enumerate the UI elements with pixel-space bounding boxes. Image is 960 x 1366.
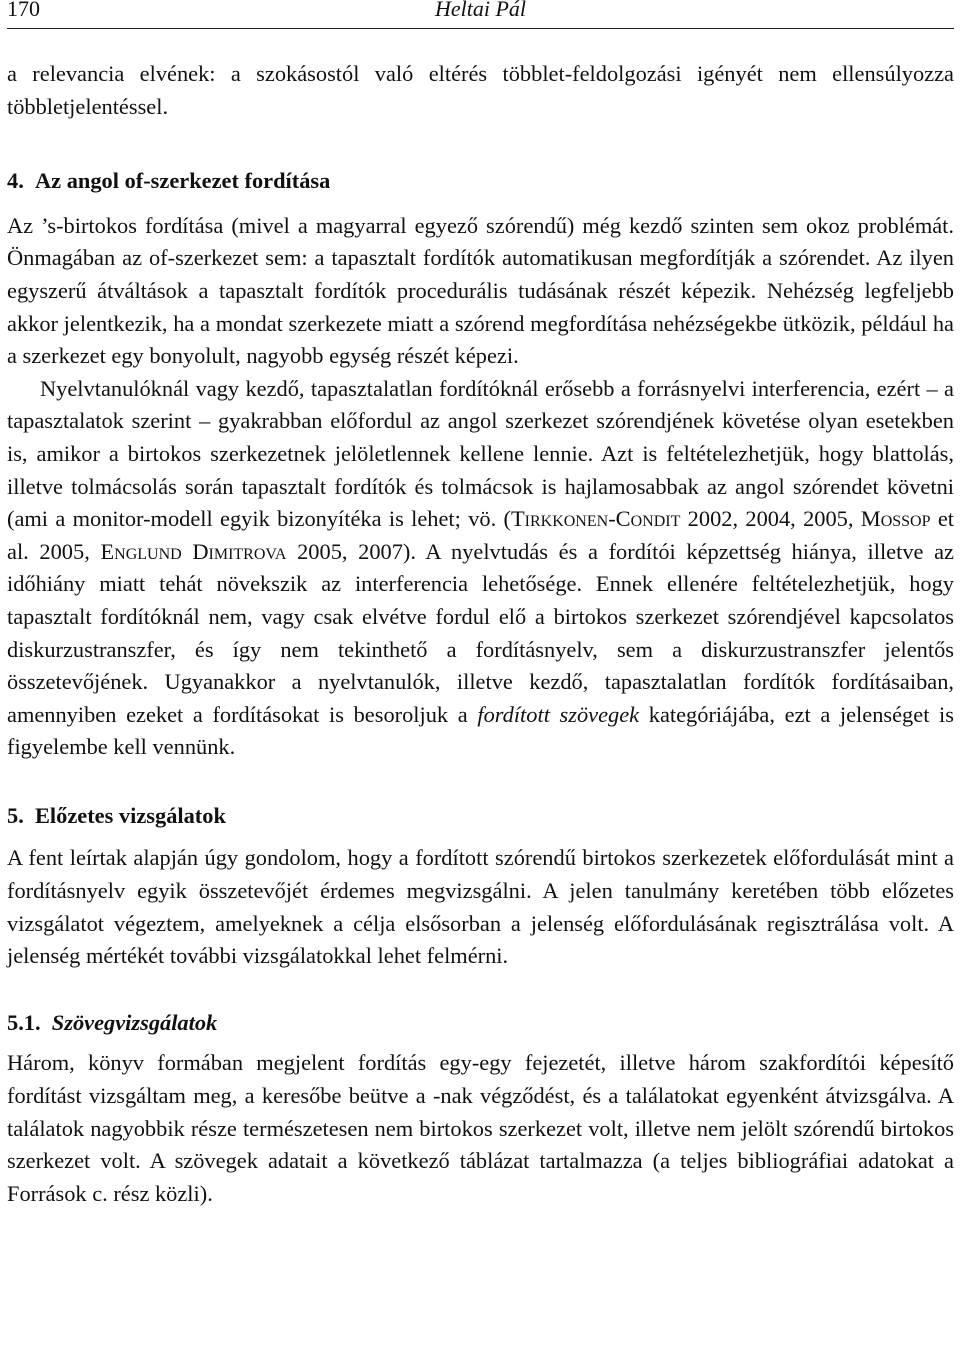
page-number: 170 xyxy=(7,0,40,21)
text-run: 2005, 2007). A nyelvtudás és a fordítói képzettség hiánya, illetve az időhiány miatt tehát növekszik az interferencia lehetősége. Ennek ellenére feltételezhetjük, hogy tapasztalt fordítóknál nem, vagy csak elvétve fordul elő a birtokos szerkezet szórendjével kapcsolatos diskurzustranszfer, és így nem tekinthető a fordításnyelv, sem a diskurzustranszfer jelentős összetevőjének. Ugyanakkor a nyelvtanulók, illetve kezdő, tapasztalatlan fordítók fordításaiban, amennyiben ezeket a fordításokat is besoroljuk a xyxy=(7,538,954,727)
citation-author: Tirkkonen-Condit xyxy=(510,506,681,532)
running-header xyxy=(7,0,954,29)
section-title: Előzetes vizsgálatok xyxy=(35,802,226,828)
subsection-title: Szövegvizsgálatok xyxy=(51,1009,218,1035)
text-run: et al. 2005, xyxy=(7,506,954,564)
citation-author: Mossop xyxy=(860,506,931,532)
paragraph-indented xyxy=(7,373,954,764)
section-number: 5. xyxy=(7,802,24,828)
citation-author: Englund Dimitrova xyxy=(100,538,287,564)
section-heading-4 xyxy=(7,165,954,198)
section-heading-5 xyxy=(7,800,954,833)
text-run: kategóriájába, ezt a jelenséget is figyelembe kell vennünk. xyxy=(7,701,954,760)
subsection-heading-5-1 xyxy=(7,1007,954,1040)
section-title: Az angol of-szerkezet fordítása xyxy=(35,168,331,194)
paragraph: Három, könyv formában megjelent fordítás egy-egy fejezetét, illetve három szakfordítói képesítő fordítást vizsgáltam meg, a keresőbe beütve a -nak végződést, és a találatokat egyenként átvizsgálva. A találatok nagyobbik része természetesen nem birtokos szerkezet volt, illetve nem jelölt szórendű birtokos szerkezet volt. A szövegek adatait a következő táblázat tartalmazza (a teljes bibliográfiai adatokat a Források c. rész közli). xyxy=(7,1050,954,1206)
running-author: Heltai Pál xyxy=(434,0,527,21)
paragraph-continued: a relevancia elvének: a szokásostól való eltérés többlet-feldolgozási igényét nem ellensúlyozza többletjelentéssel. xyxy=(7,61,954,119)
paragraph: Az ’s-birtokos fordítása (mivel a magyarral egyező szórendű) még kezdő szinten sem okoz problémát. Önmagában az of-szerkezet sem: a tapasztalt fordítók automatikusan megfordítják a szórendet. Az ilyen egyszerű átváltások a tapasztalt fordítók procedurális tudásának részét képezik. Nehézség legfeljebb akkor jelentkezik, ha a mondat szerkezete miatt a szórend megfordítása nehézségekbe ütközik, például ha a szerkezet egy bonyolult, nagyobb egység részét képezi. xyxy=(7,212,954,369)
subsection-number: 5.1. xyxy=(7,1009,41,1035)
paragraph: A fent leírtak alapján úgy gondolom, hogy a fordított szórendű birtokos szerkezetek előfordulását mint a fordításnyelv egyik összetevőjét érdemes megvizsgálni. A jelen tanulmány keretében több előzetes vizsgálatot végeztem, amelyeknek a célja elsősorban a jelenség előfordulásának regisztrálása volt. A jelenség mértékét további vizsgálatokkal lehet felmérni. xyxy=(7,845,954,969)
text-run: 2002, 2004, 2005, xyxy=(680,506,861,532)
emphasis: fordított szövegek xyxy=(477,701,640,727)
text-run: Nyelvtanulóknál vagy kezdő, tapasztalatlan fordítóknál erősebb a forrásnyelvi interferencia, ezért – a tapasztalatok szerint – gyakrabban előfordul az angol szerkezet szórendjének követése olyan esetekben is, amikor a birtokos szerkezetnek jelöletlennek kellene lennie. Azt is feltételezhetjük, hogy blattolás, illetve tolmácsolás során tapasztalt fordítók és tolmácsok is hajlamosabbak az angol szórendet követni (ami a monitor-modell egyik bizonyítéka is lehet; vö. ( xyxy=(7,375,954,532)
section-number: 4. xyxy=(7,168,24,194)
